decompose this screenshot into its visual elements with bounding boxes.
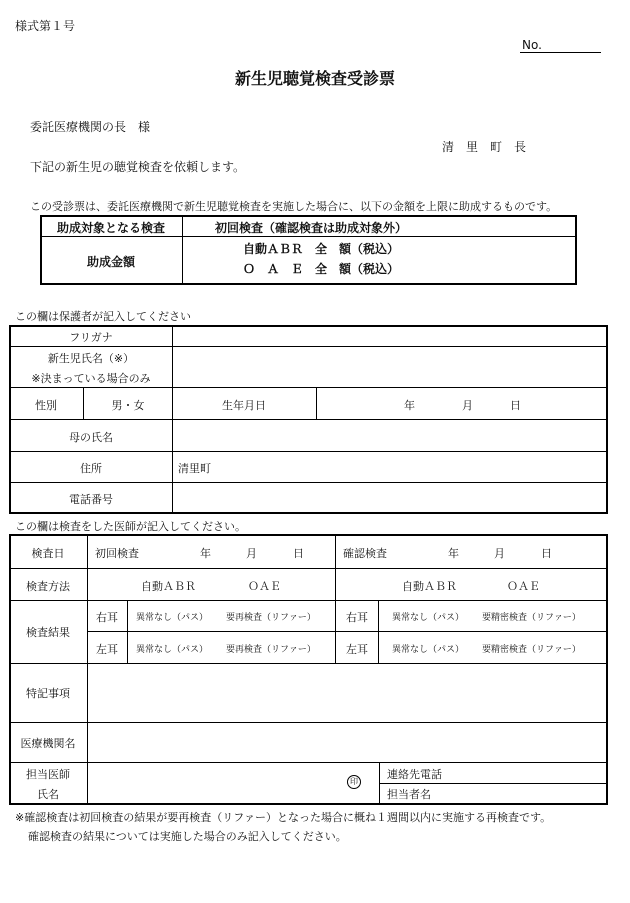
- exam-mid-col: [335, 535, 336, 663]
- initial-method-abr: 自動ＡＢＲ: [141, 580, 196, 593]
- exam-row-line: [88, 631, 607, 632]
- initial-left-refer: 要再検査（リファー）: [226, 645, 316, 655]
- exam-method-label: 検査方法: [26, 580, 70, 593]
- confirm-exam-label: 確認検査: [343, 547, 387, 560]
- institution-label: 医療機関名: [20, 737, 76, 750]
- exam-date-label: 検査日: [31, 547, 65, 560]
- confirm-right-normal: 異常なし（パス）: [392, 613, 465, 623]
- doctor-name-label: 氏名: [37, 788, 59, 801]
- sex-options: 男・女: [111, 399, 145, 412]
- issuer: 清 里 町 長: [442, 140, 527, 154]
- subsidy-row-line: [41, 236, 576, 237]
- guardian-row-line: [10, 387, 607, 388]
- guardian-row-line: [10, 451, 607, 452]
- initial-left-ear: 左耳: [96, 643, 118, 656]
- address-label: 住所: [80, 462, 102, 475]
- confirm-method-oae: ＯＡＥ: [507, 580, 540, 593]
- confirm-exam-month: 月: [494, 547, 505, 560]
- subsidy-amount-oae: Ｏ Ａ Ｅ 全 額（税込）: [243, 262, 400, 276]
- furigana-label: フリガナ: [69, 331, 113, 344]
- confirm-left-normal: 異常なし（パス）: [392, 645, 465, 655]
- dob-year: 年: [404, 399, 415, 412]
- exam-label-col: [87, 535, 88, 804]
- footnote-1: ※確認検査は初回検査の結果が要再検査（リファー）となった場合に概ね１週間以内に実施する再検査です。: [15, 811, 552, 824]
- initial-method-oae: ＯＡＥ: [248, 580, 281, 593]
- addressee: 委託医療機関の長 様: [30, 120, 151, 134]
- initial-left-normal: 異常なし（パス）: [136, 645, 209, 655]
- exam-table: [9, 534, 608, 805]
- dob-month: 月: [462, 399, 473, 412]
- subsidy-target-value: 初回検査（確認検査は助成対象外）: [215, 221, 408, 235]
- doctor-note: この欄は検査をした医師が記入してください。: [15, 520, 246, 533]
- initial-exam-day: 日: [293, 547, 304, 560]
- no-label: No.: [522, 38, 542, 52]
- guardian-note: この欄は保護者が記入してください: [15, 310, 191, 323]
- special-notes-label: 特記事項: [26, 687, 70, 700]
- exam-row-line: [380, 783, 607, 784]
- initial-exam-year: 年: [200, 547, 211, 560]
- form-number: 様式第１号: [15, 19, 76, 33]
- address-value: 清里町: [178, 462, 211, 475]
- dob-label: 生年月日: [222, 399, 266, 412]
- initial-right-normal: 異常なし（パス）: [136, 613, 209, 623]
- person-in-charge-label: 担当者名: [387, 788, 431, 801]
- exam-result-label: 検査結果: [26, 626, 70, 639]
- subsidy-divider: [182, 216, 183, 284]
- dob-day: 日: [510, 399, 521, 412]
- exam-row-line: [10, 722, 607, 723]
- guardian-row-line: [10, 419, 607, 420]
- exam-row-line: [10, 568, 607, 569]
- confirm-exam-year: 年: [448, 547, 459, 560]
- initial-right-refer: 要再検査（リファー）: [226, 613, 316, 623]
- phone-label: 電話番号: [69, 493, 113, 506]
- confirm-right-ear: 右耳: [346, 611, 368, 624]
- exam-row-line: [10, 762, 607, 763]
- exam-row-line: [10, 663, 607, 664]
- initial-exam-label: 初回検査: [95, 547, 139, 560]
- no-underline: [520, 52, 601, 53]
- sex-label: 性別: [35, 399, 57, 412]
- guardian-dob-line: [316, 387, 317, 419]
- subsidy-target-label: 助成対象となる検査: [56, 221, 166, 235]
- page-title: 新生児聴覚検査受診票: [234, 69, 396, 88]
- subsidy-amount-label: 助成金額: [86, 255, 136, 269]
- confirm-method-abr: 自動ＡＢＲ: [402, 580, 457, 593]
- confirm-left-refer: 要精密検査（リファー）: [482, 645, 581, 655]
- seal-mark: 印: [347, 775, 361, 789]
- confirm-right-refer: 要精密検査（リファー）: [482, 613, 581, 623]
- initial-right-ear: 右耳: [96, 611, 118, 624]
- subsidy-amount-abr: 自動ＡＢＲ 全 額（税込）: [243, 242, 400, 256]
- guardian-row-line: [10, 346, 607, 347]
- request-text: 下記の新生児の聴覚検査を依頼します。: [30, 160, 246, 174]
- doctor-label: 担当医師: [26, 768, 70, 781]
- initial-exam-month: 月: [246, 547, 257, 560]
- mother-name-label: 母の氏名: [69, 431, 113, 444]
- guardian-row-line: [10, 482, 607, 483]
- guardian-sex-line: [83, 387, 84, 419]
- subsidy-note: この受診票は、委託医療機関で新生児聴覚検査を実施した場合に、以下の金額を上限に助成するものです。: [30, 200, 558, 213]
- newborn-name-label: 新生児氏名（※）: [47, 352, 135, 365]
- exam-row-line: [10, 600, 607, 601]
- confirm-exam-day: 日: [541, 547, 552, 560]
- contact-phone-label: 連絡先電話: [387, 768, 442, 781]
- footnote-2: 確認検査の結果については実施した場合のみ記入してください。: [28, 830, 347, 843]
- confirm-left-ear: 左耳: [346, 643, 368, 656]
- newborn-name-sub: ※決まっている場合のみ: [31, 372, 151, 385]
